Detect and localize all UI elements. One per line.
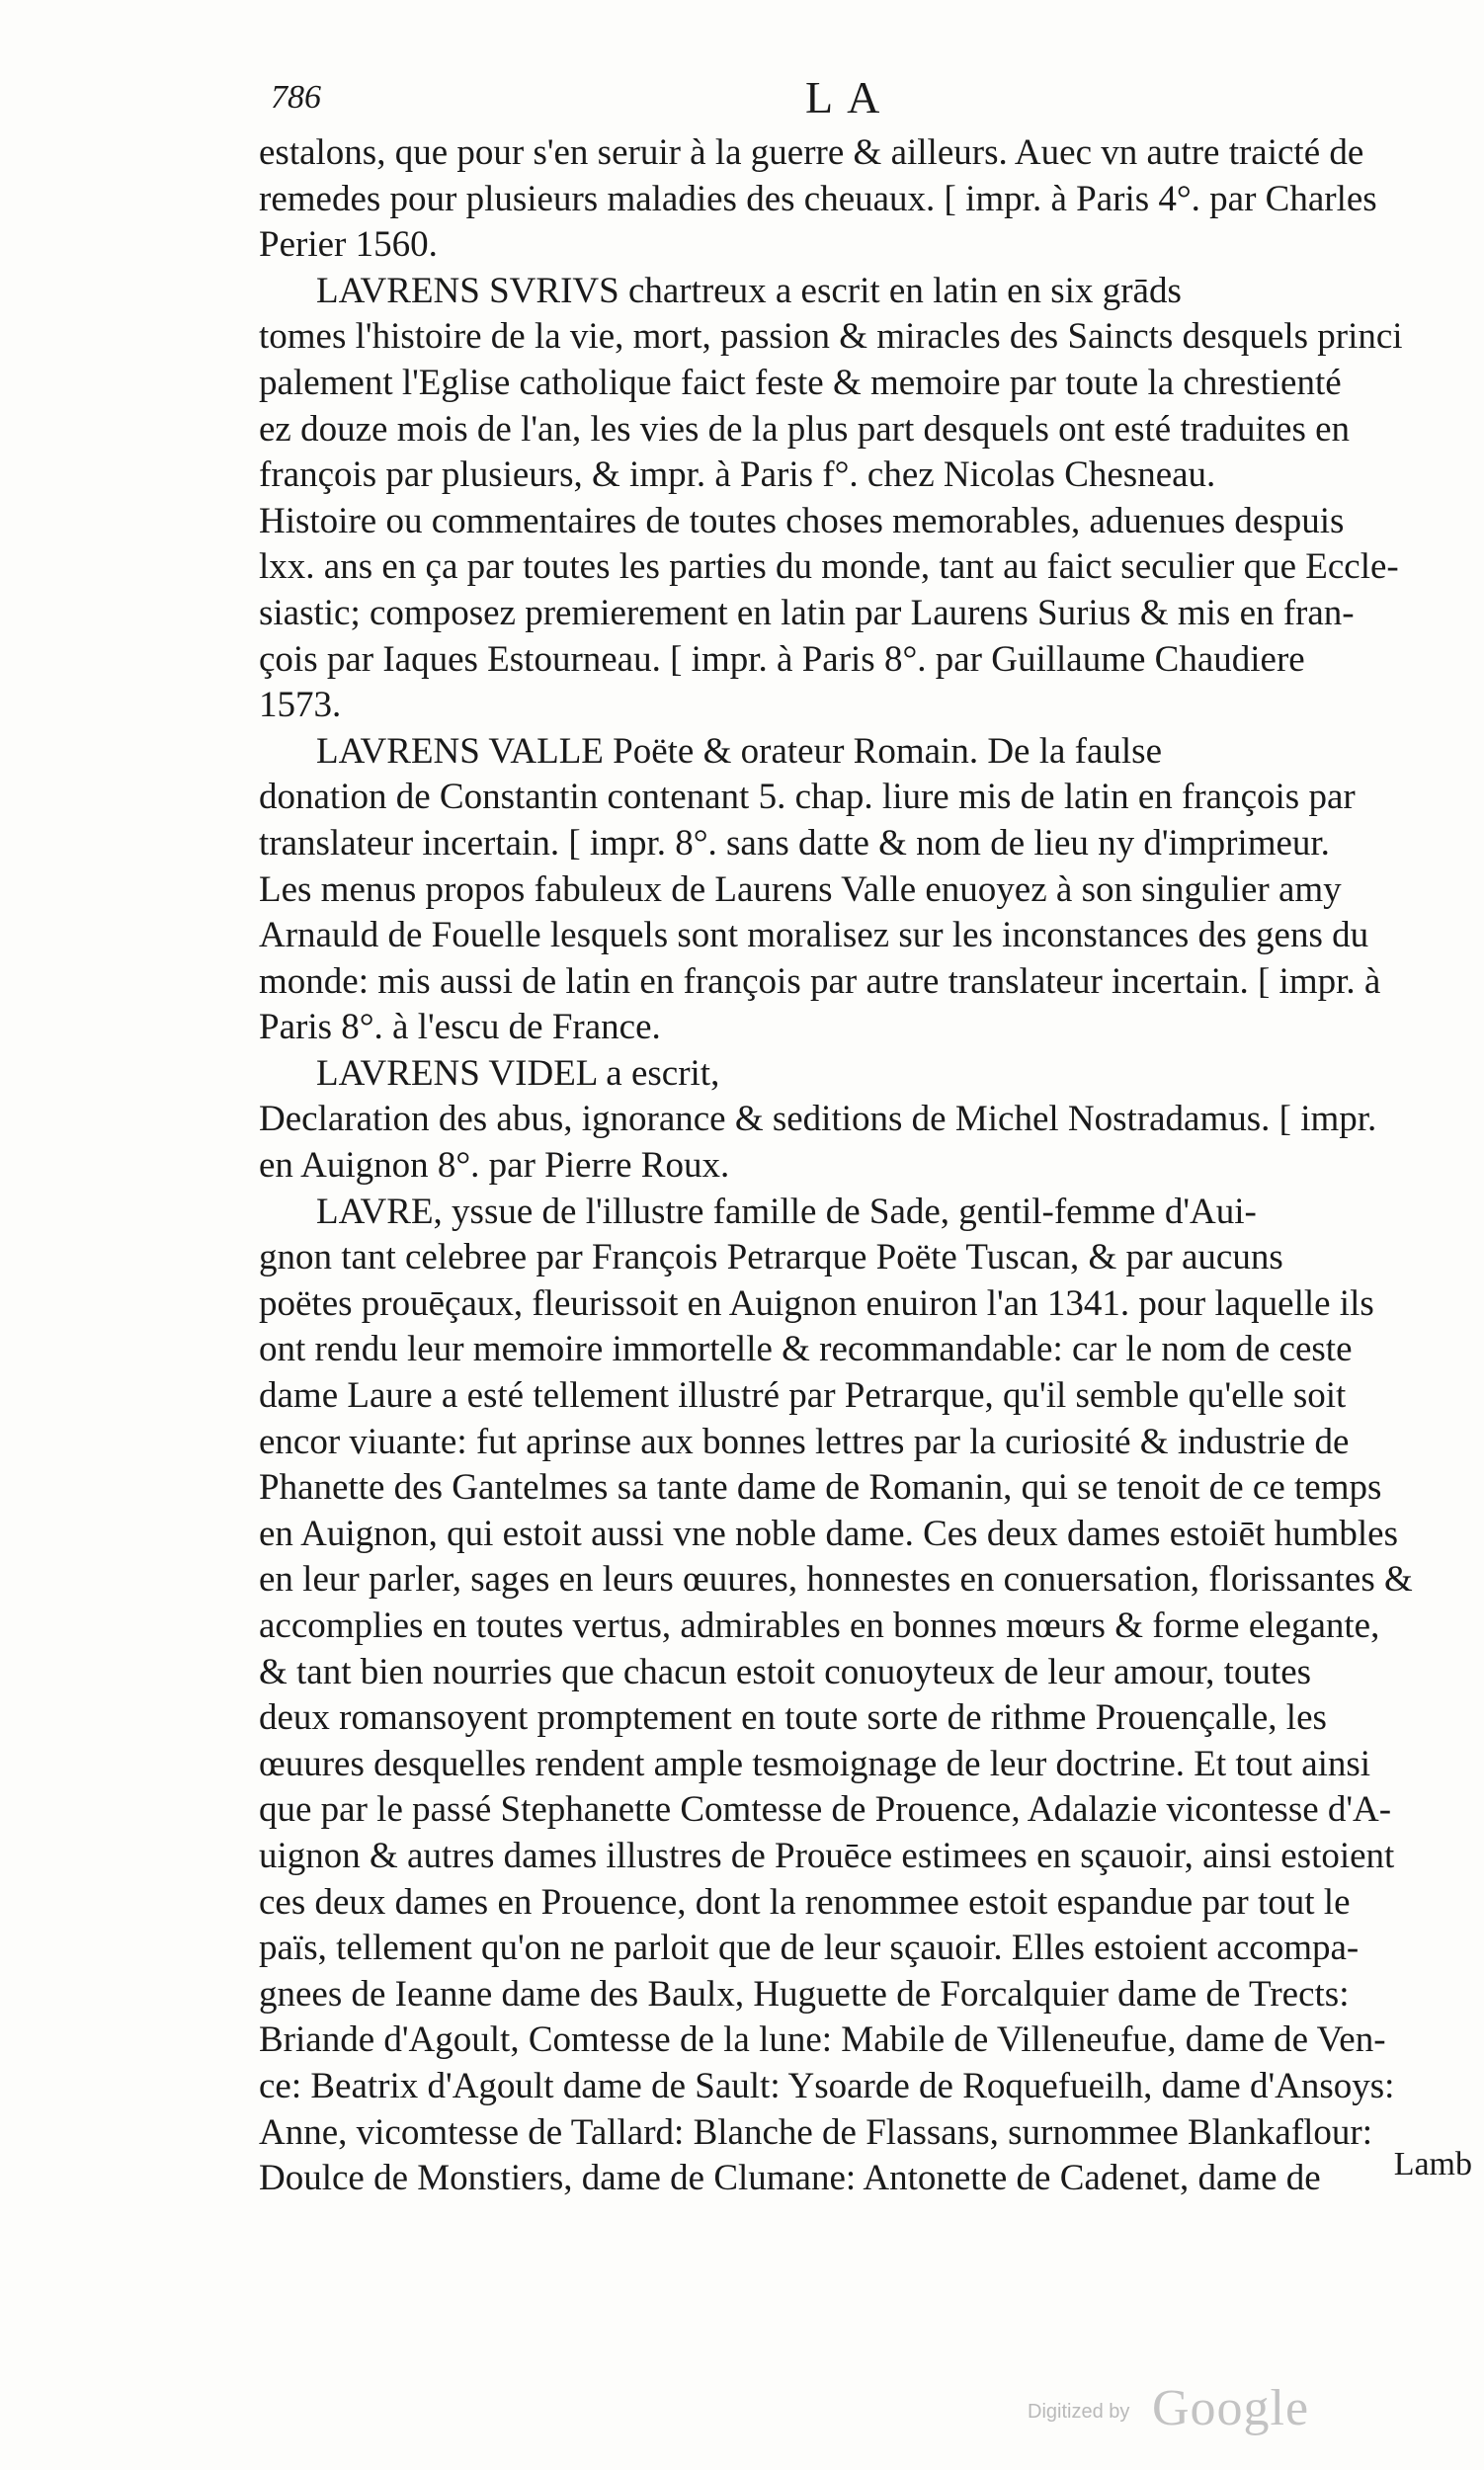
text-line: païs, tellement qu'on ne parloit que de leur sçauoir. Elles estoient accompa- <box>259 1928 1360 1969</box>
text-line: gnees de Ieanne dame des Baulx, Huguette de Forcalquier dame de Trects: <box>259 1973 1350 2015</box>
text-line: gnon tant celebree par François Petrarque Poëte Tuscan, & par aucuns <box>259 1237 1283 1278</box>
text-line: encor viuante: fut aprinse aux bonnes lettres par la curiosité & industrie de <box>259 1421 1350 1462</box>
running-title: LA <box>805 72 894 123</box>
page-number: 786 <box>271 79 321 116</box>
text-line: translateur incertain. [ impr. 8°. sans datte & nom de lieu ny d'imprimeur. <box>259 822 1330 864</box>
text-line: ont rendu leur memoire immortelle & recommandable: car le nom de ceste <box>259 1329 1353 1370</box>
watermark-prefix: Digitized by <box>1028 2401 1130 2423</box>
text-line: accomplies en toutes vertus, admirables en bonnes mœurs & forme elegante, <box>259 1606 1380 1646</box>
text-line: 1573. <box>259 685 342 726</box>
catchword: Lamb <box>1393 2146 1472 2182</box>
text-line: Declaration des abus, ignorance & seditions de Michel Nostradamus. [ impr. <box>259 1099 1377 1140</box>
text-line: çois par Iaques Estourneau. [ impr. à Paris 8°. par Guillaume Chaudiere <box>259 638 1305 680</box>
text-line: & tant bien nourries que chacun estoit conuoyteux de leur amour, toutes <box>259 1651 1312 1692</box>
entry-heading-laurens-valle: LAVRENS VALLE Poëte & orateur Romain. De la faulse <box>316 730 1163 772</box>
text-line: que par le passé Stephanette Comtesse de Prouence, Adalazie vicontesse d'A- <box>259 1789 1392 1831</box>
text-line: dame Laure a esté tellement illustré par Petrarque, qu'il semble qu'elle soit <box>259 1375 1347 1417</box>
text-line: en Auignon 8°. par Pierre Roux. <box>259 1145 730 1187</box>
text-line: ez douze mois de l'an, les vies de la plus part desquels ont esté traduites en <box>259 408 1351 450</box>
text-line: en leur parler, sages en leurs œuures, honnestes en conuersation, florissantes & <box>259 1559 1413 1601</box>
text-line: Doulce de Monstiers, dame de Clumane: Antonette de Cadenet, dame de <box>259 2158 1321 2199</box>
text-line: Les menus propos fabuleux de Laurens Valle enuoyez à son singulier amy <box>259 868 1342 910</box>
text-line: poëtes prouēçaux, fleurissoit en Auignon enuiron l'an 1341. pour laquelle ils <box>259 1282 1374 1324</box>
text-line: Phanette des Gantelmes sa tante dame de Romanin, qui se tenoit de ce temps <box>259 1467 1382 1509</box>
text-line: françois par plusieurs, & impr. à Paris f°. chez Nicolas Chesneau. <box>259 454 1216 496</box>
text-line: remedes pour plusieurs maladies des cheuaux. [ impr. à Paris 4°. par Charles <box>259 178 1377 219</box>
entry-heading-laurens-surius: LAVRENS SVRIVS chartreux a escrit en latin en six grāds <box>316 270 1182 311</box>
text-line: Anne, vicomtesse de Tallard: Blanche de Flassans, surnommee Blankaflour: <box>259 2111 1373 2153</box>
entry-heading-laure: LAVRE, yssue de l'illustre famille de Sade, gentil-femme d'Aui- <box>316 1191 1257 1232</box>
text-line: en Auignon, qui estoit aussi vne noble dame. Ces deux dames estoiēt humbles <box>259 1513 1398 1554</box>
text-line: donation de Constantin contenant 5. chap. liure mis de latin en françois par <box>259 777 1356 818</box>
text-line: lxx. ans en ça par toutes les parties du monde, tant au faict seculier que Eccle- <box>259 546 1399 588</box>
text-line: palement l'Eglise catholique faict feste & memoire par toute la chrestienté <box>259 362 1342 403</box>
text-line: Arnauld de Fouelle lesquels sont moralisez sur les inconstances des gens du <box>259 915 1369 956</box>
running-head <box>267 71 1452 130</box>
text-line: ces deux dames en Prouence, dont la renommee estoit espandue par tout le <box>259 1881 1351 1923</box>
body-text <box>259 130 1474 2248</box>
text-line: uignon & autres dames illustres de Prouēce estimees en sçauoir, ainsi estoient <box>259 1835 1395 1876</box>
text-line: Paris 8°. à l'escu de France. <box>259 1007 661 1048</box>
text-line: œuures desquelles rendent ample tesmoignage de leur doctrine. Et tout ainsi <box>259 1743 1371 1784</box>
digitized-watermark <box>1028 2379 1443 2438</box>
text-line: ce: Beatrix d'Agoult dame de Sault: Ysoarde de Roquefueilh, dame d'Ansoys: <box>259 2065 1395 2106</box>
entry-heading-laurens-videl: LAVRENS VIDEL a escrit, <box>316 1052 720 1094</box>
google-logo-text: Google <box>1152 2380 1310 2436</box>
text-line: monde: mis aussi de latin en françois par autre translateur incertain. [ impr. à <box>259 960 1381 1002</box>
text-line: estalons, que pour s'en seruir à la guerre & ailleurs. Auec vn autre traicté de <box>259 132 1364 173</box>
text-line: Histoire ou commentaires de toutes choses memorables, aduenues despuis <box>259 500 1345 541</box>
text-line: deux romansoyent promptement en toute sorte de rithme Prouençalle, les <box>259 1697 1327 1739</box>
text-line: tomes l'histoire de la vie, mort, passion & miracles des Saincts desquels princi <box>259 316 1403 358</box>
text-line: Briande d'Agoult, Comtesse de la lune: Mabile de Villeneufue, dame de Ven- <box>259 2019 1386 2061</box>
text-line <box>259 2202 1474 2249</box>
text-line: siastic; composez premierement en latin par Laurens Surius & mis en fran- <box>259 592 1355 633</box>
text-line: Perier 1560. <box>259 224 438 266</box>
